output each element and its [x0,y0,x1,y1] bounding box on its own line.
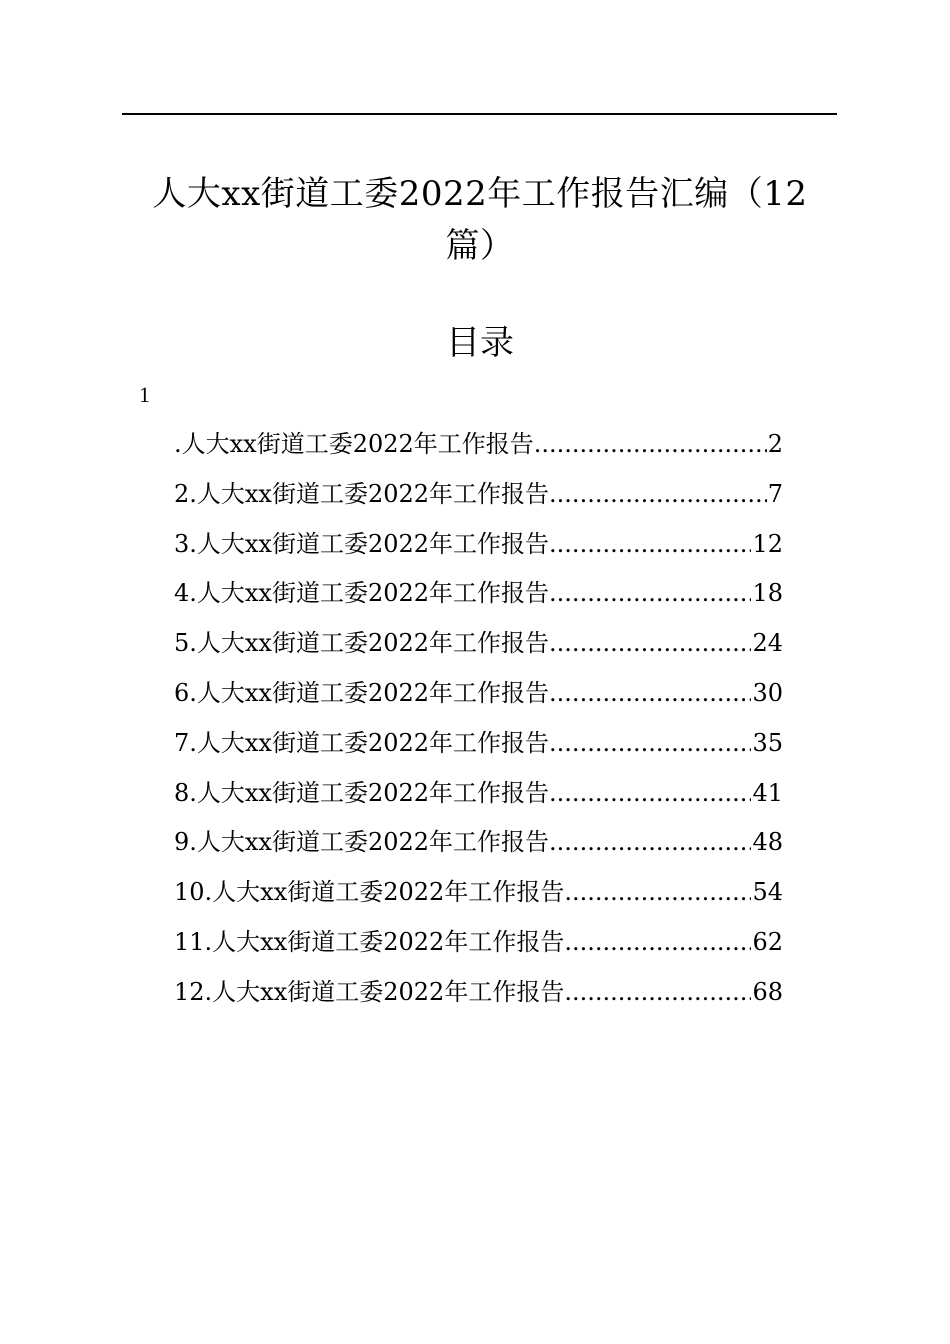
toc-dot-leader [564,918,751,968]
toc-entry-label: 7.人大xx街道工委2022年工作报告 [174,728,550,757]
toc-entry-label: 11.人大xx街道工委2022年工作报告 [174,927,565,956]
toc-dot-leader [549,470,767,520]
toc-entry-label: 12.人大xx街道工委2022年工作报告 [174,977,565,1006]
toc-entry-2[interactable] [174,470,783,520]
toc-entry-10[interactable] [174,868,783,918]
toc-entry-page: 30 [752,678,783,707]
toc-entry-label: 5.人大xx街道工委2022年工作报告 [174,629,550,658]
toc-entry-8[interactable] [174,769,783,819]
document-title: 人大xx街道工委2022年工作报告汇编（12篇） [152,174,808,266]
toc-entry-12[interactable] [174,968,783,1018]
toc-heading: 目录 [446,323,514,363]
toc-dot-leader [549,520,751,570]
toc-entry-label: 4.人大xx街道工委2022年工作报告 [174,579,550,608]
toc-entry-3[interactable] [174,520,783,570]
toc-entry-6[interactable] [174,669,783,719]
toc-entry-page: 54 [752,878,783,907]
toc-dot-leader [549,719,751,769]
toc-entry-label: 3.人大xx街道工委2022年工作报告 [174,529,550,558]
toc-dot-leader [549,669,751,719]
stray-number: 1 [139,382,150,407]
toc-entry-5[interactable] [174,619,783,669]
toc-dot-leader [564,968,751,1018]
toc-entry-page: 18 [752,579,783,608]
toc-dot-leader [549,569,751,619]
toc-entry-page: 12 [752,529,783,558]
toc-entry-9[interactable] [174,818,783,868]
toc-dot-leader [549,818,751,868]
header-rule [122,113,837,115]
toc-dot-leader [549,619,751,669]
toc-entry-label: .人大xx街道工委2022年工作报告 [174,430,534,458]
toc-entry-page: 68 [752,977,783,1006]
toc-dot-leader [549,769,751,819]
toc-entry-label: 8.人大xx街道工委2022年工作报告 [174,778,550,807]
toc-entry-page: 62 [752,927,783,956]
toc-entry-page: 41 [752,778,783,807]
toc-entry-11[interactable] [174,918,783,968]
toc-entry-label: 2.人大xx街道工委2022年工作报告 [174,479,550,508]
toc-entry-page: 35 [752,728,783,757]
toc-entry-4[interactable] [174,569,783,619]
toc-entry-1[interactable] [174,420,783,470]
toc-entry-label: 6.人大xx街道工委2022年工作报告 [174,678,550,707]
toc-entry-page: 24 [752,629,783,658]
toc-entry-page: 2 [767,430,783,458]
table-of-contents [174,420,783,1018]
toc-entry-label: 10.人大xx街道工委2022年工作报告 [174,878,565,907]
toc-dot-leader [534,420,767,470]
toc-entry-page: 7 [767,479,783,508]
toc-entry-label: 9.人大xx街道工委2022年工作报告 [174,828,550,857]
toc-dot-leader [564,868,751,918]
toc-entry-page: 48 [752,828,783,857]
toc-entry-7[interactable] [174,719,783,769]
